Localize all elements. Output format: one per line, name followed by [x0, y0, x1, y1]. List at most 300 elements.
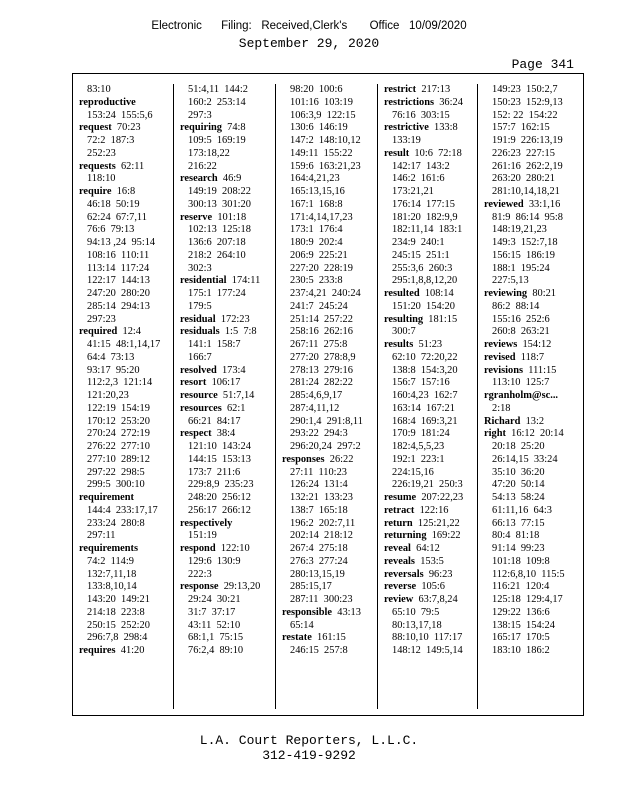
index-reference-line: [378, 479, 477, 492]
index-entry: [73, 97, 173, 110]
index-reference-line: [276, 428, 377, 441]
page-line-refs: 144:4 233:17,17: [87, 504, 158, 516]
page-line-refs: 112:6,8,10 115:5: [492, 568, 565, 580]
index-reference-line: [378, 620, 477, 633]
index-reference-line: [478, 135, 585, 148]
index-reference-line: [174, 250, 275, 263]
index-term: reveals: [384, 555, 415, 567]
index-entry: [174, 581, 275, 594]
index-entry: [478, 288, 585, 301]
index-reference-line: [276, 416, 377, 429]
index-reference-line: [174, 492, 275, 505]
page-line-refs: 170:12 253:20: [87, 415, 150, 427]
page-line-refs: 133:8: [434, 122, 458, 134]
index-entry: [478, 416, 585, 429]
page-line-refs: 296:7,8 298:4: [87, 632, 148, 644]
index-term: resulted: [384, 288, 420, 299]
index-reference-line: [73, 428, 173, 441]
index-reference-line: [174, 301, 275, 314]
index-term: residential: [180, 275, 227, 287]
page-line-refs: 297:23: [87, 313, 116, 325]
page-line-refs: 172:23: [220, 313, 250, 325]
index-reference-line: [73, 212, 173, 225]
index-reference-line: [478, 441, 585, 454]
index-reference-line: [276, 594, 377, 607]
page-line-refs: 267:11 275:8: [290, 339, 348, 350]
index-reference-line: [73, 505, 173, 518]
index-reference-line: [174, 441, 275, 454]
page-line-refs: 149:19 208:22: [188, 186, 251, 197]
index-term: required: [79, 326, 118, 338]
page-line-refs: 51:7,14: [222, 390, 255, 401]
index-reference-line: [276, 288, 377, 301]
index-reference-line: [478, 543, 585, 556]
page-line-refs: 1:5 7:8: [224, 326, 257, 338]
index-term: responses: [282, 453, 325, 465]
index-reference-line: [378, 212, 477, 225]
index-reference-line: [174, 620, 275, 633]
index-reference-line: [174, 110, 275, 123]
index-reference-line: [73, 377, 173, 390]
index-entry: [174, 275, 275, 288]
index-entry: [378, 556, 477, 569]
page-line-refs: 122:16: [419, 504, 449, 516]
index-reference-line: [478, 122, 585, 135]
footer-company: L.A. Court Reporters, L.L.C.: [199, 733, 419, 748]
index-reference-line: [478, 607, 585, 620]
page-line-refs: 51:4,11 144:2: [188, 84, 248, 95]
index-reference-line: [478, 569, 585, 582]
index-term: revisions: [484, 364, 524, 376]
page-line-refs: 214:18 223:8: [87, 606, 145, 618]
index-reference-line: [378, 250, 477, 263]
page-line-refs: 180:9 202:4: [290, 237, 343, 248]
page-line-refs: 74:8: [227, 122, 246, 134]
page-line-refs: 285:14 294:13: [87, 300, 150, 312]
index-reference-line: [478, 645, 585, 658]
index-reference-line: [174, 556, 275, 569]
page-line-refs: 170:9 181:24: [392, 428, 450, 440]
page-line-refs: 106:3,9 122:15: [290, 109, 356, 121]
page-line-refs: 192:1 223:1: [392, 453, 445, 465]
page-line-refs: 300:7: [392, 326, 416, 338]
index-term: resources: [180, 402, 222, 414]
index-reference-line: [276, 645, 377, 658]
index-term: residual: [180, 313, 216, 325]
index-reference-line: [378, 161, 477, 174]
index-entry: [276, 454, 377, 467]
index-reference-line: [276, 122, 377, 135]
index-reference-line: [378, 390, 477, 403]
index-term: respond: [180, 543, 216, 554]
page-line-refs: 96:23: [428, 568, 453, 580]
page-line-refs: 260:8 263:21: [492, 326, 550, 338]
page-line-refs: 247:20 280:20: [87, 288, 150, 299]
page-line-refs: 287:4,11,12: [290, 402, 340, 414]
index-entry: [378, 581, 477, 594]
index-entry: [478, 390, 585, 403]
page-line-refs: 281:24 282:22: [290, 377, 353, 389]
index-reference-line: [378, 365, 477, 378]
index-entry: [174, 212, 275, 225]
page-line-refs: 241:7 245:24: [290, 300, 348, 312]
index-term: require: [79, 186, 112, 197]
page-line-refs: 276:22 277:10: [87, 441, 150, 452]
page-line-refs: 156:7 157:16: [392, 377, 450, 389]
index-reference-line: [378, 186, 477, 199]
page-line-refs: 202:14 218:12: [290, 530, 353, 542]
index-term: resource: [180, 390, 218, 401]
index-term: response: [180, 581, 219, 593]
page-line-refs: 171:4,14,17,23: [290, 211, 353, 223]
page-line-refs: 105:6: [421, 581, 445, 593]
index-reference-line: [73, 569, 173, 582]
index-reference-line: [378, 199, 477, 212]
index-reference-line: [174, 84, 275, 97]
index-reference-line: [276, 250, 377, 263]
index-reference-line: [174, 224, 275, 237]
index-reference-line: [276, 390, 377, 403]
page-line-refs: 125:21,22: [417, 517, 460, 529]
index-term: resort: [180, 377, 207, 389]
index-reference-line: [378, 377, 477, 390]
index-term: Richard: [484, 415, 521, 427]
index-entry: [73, 645, 173, 658]
index-reference-line: [73, 237, 173, 250]
index-reference-line: [73, 390, 173, 403]
page-line-refs: 64:4 73:13: [87, 351, 135, 363]
page-line-refs: 63:7,8,24: [418, 594, 458, 605]
page-line-refs: 173:18,22: [188, 147, 230, 159]
index-term: right: [484, 428, 506, 440]
index-reference-line: [73, 148, 173, 161]
page-line-refs: 29:24 30:21: [188, 594, 241, 605]
page-line-refs: 300:13 301:20: [188, 198, 251, 210]
page-line-refs: 147:2 148:10,12: [290, 135, 361, 146]
index-reference-line: [378, 416, 477, 429]
page-line-refs: 151:19: [188, 530, 217, 542]
index-entry: [73, 122, 173, 135]
index-reference-line: [73, 199, 173, 212]
page-line-refs: 280:13,15,19: [290, 568, 345, 580]
page-line-refs: 149:3 152:7,18: [492, 237, 558, 248]
index-reference-line: [276, 403, 377, 416]
page-line-refs: 125:18 129:4,17: [492, 594, 563, 605]
page-line-refs: 133:8,10,14: [87, 581, 137, 593]
index-reference-line: [276, 84, 377, 97]
page-line-refs: 297:11: [87, 530, 116, 542]
index-reference-line: [478, 110, 585, 123]
index-term: reviewing: [484, 288, 528, 299]
page-line-refs: 80:13,17,18: [392, 619, 442, 631]
index-reference-line: [478, 479, 585, 492]
index-entry: [478, 365, 585, 378]
page-line-refs: 154:12: [522, 339, 552, 350]
page-line-refs: 234:9 240:1: [392, 237, 445, 248]
index-reference-line: [478, 556, 585, 569]
index-reference-line: [378, 441, 477, 454]
page-line-refs: 74:2 114:9: [87, 555, 134, 567]
page-line-refs: 36:24: [439, 96, 463, 108]
index-entry: [478, 428, 585, 441]
index-reference-line: [174, 352, 275, 365]
index-reference-line: [73, 632, 173, 645]
index-reference-line: [276, 518, 377, 531]
index-reference-line: [276, 212, 377, 225]
index-term: requests: [79, 160, 116, 172]
page-line-refs: 285:4,6,9,17: [290, 390, 343, 401]
page-line-refs: 141:1 158:7: [188, 339, 241, 350]
page-line-refs: 173:7 211:6: [188, 466, 241, 478]
index-reference-line: [276, 492, 377, 505]
index-reference-line: [73, 607, 173, 620]
index-entry: [378, 505, 477, 518]
page-line-refs: 164:4,21,23: [290, 173, 340, 185]
index-reference-line: [378, 428, 477, 441]
page-line-refs: 245:15 251:1: [392, 249, 450, 261]
index-reference-line: [73, 301, 173, 314]
index-reference-line: [276, 569, 377, 582]
index-reference-line: [378, 237, 477, 250]
page-line-refs: 13:2: [525, 415, 545, 427]
index-term: reverse: [384, 581, 417, 593]
index-reference-line: [73, 339, 173, 352]
index-reference-line: [478, 326, 585, 339]
index-entry: [378, 530, 477, 543]
index-term: reveal: [384, 543, 411, 554]
page-line-refs: 287:11 300:23: [290, 594, 353, 605]
page-line-refs: 66:13 77:15: [492, 517, 545, 529]
index-reference-line: [378, 224, 477, 237]
page-line-refs: 33:1,16: [528, 198, 561, 210]
index-reference-line: [73, 135, 173, 148]
page-line-refs: 41:15 48:1,14,17: [87, 339, 161, 350]
page-line-refs: 66:21 84:17: [188, 415, 241, 427]
index-term: results: [384, 339, 414, 350]
page-line-refs: 174:11: [231, 275, 261, 287]
page-line-refs: 10:6 72:18: [414, 147, 462, 159]
page-line-refs: 109:5 169:19: [188, 135, 246, 146]
page-line-refs: 93:17 95:20: [87, 364, 140, 376]
page-line-refs: 160:4,23 162:7: [392, 390, 458, 401]
page-line-refs: 54:13 58:24: [492, 492, 545, 503]
page-line-refs: 218:2 264:10: [188, 249, 246, 261]
page-line-refs: 182:4,5,5,23: [392, 441, 445, 452]
index-reference-line: [174, 339, 275, 352]
page-line-refs: 149:11 155:22: [290, 147, 353, 159]
index-reference-line: [73, 224, 173, 237]
index-entry: [378, 594, 477, 607]
page-line-refs: 61:11,16 64:3: [492, 504, 552, 516]
page-line-refs: 31:7 37:17: [188, 606, 236, 618]
index-reference-line: [478, 518, 585, 531]
index-reference-line: [378, 275, 477, 288]
page-line-refs: 181:20 182:9,9: [392, 211, 458, 223]
index-term: returning: [384, 530, 427, 542]
index-reference-line: [276, 479, 377, 492]
index-entry: [378, 97, 477, 110]
index-term: restrictions: [384, 96, 435, 108]
page-line-refs: 91:14 99:23: [492, 543, 545, 554]
index-term: reserve: [180, 211, 213, 223]
index-term: requires: [79, 645, 116, 656]
page-line-refs: 267:4 275:18: [290, 543, 348, 554]
page-line-refs: 41:20: [120, 645, 145, 656]
index-reference-line: [478, 212, 585, 225]
index-entry: [73, 492, 173, 505]
index-reference-line: [276, 581, 377, 594]
index-entry: [378, 543, 477, 556]
page-line-refs: 62:10 72:20,22: [392, 351, 458, 363]
index-reference-line: [174, 237, 275, 250]
index-reference-line: [276, 275, 377, 288]
page-line-refs: 227:5,13: [492, 275, 529, 287]
page-line-refs: 64:12: [416, 543, 440, 554]
page-line-refs: 224:15,16: [392, 466, 434, 478]
page-line-refs: 35:10 36:20: [492, 466, 545, 478]
index-reference-line: [478, 454, 585, 467]
page-line-refs: 106:17: [211, 377, 241, 389]
page-line-refs: 143:20 149:21: [87, 594, 150, 605]
page-line-refs: 168:4 169:3,21: [392, 415, 458, 427]
index-reference-line: [276, 237, 377, 250]
index-reference-line: [73, 467, 173, 480]
index-term: return: [384, 517, 413, 529]
page-line-refs: 270:24 272:19: [87, 428, 150, 440]
index-reference-line: [276, 224, 377, 237]
page-line-refs: 261:16 262:2,19: [492, 160, 563, 172]
index-reference-line: [276, 620, 377, 633]
page-line-refs: 16:12 20:14: [511, 428, 564, 440]
page-line-refs: 43:11 52:10: [188, 619, 241, 631]
index-reference-line: [174, 454, 275, 467]
page-line-refs: 226:23 227:15: [492, 147, 555, 159]
page-line-refs: 47:20 50:14: [492, 479, 545, 491]
index-term: respect: [180, 428, 212, 440]
page-line-refs: 163:14 167:21: [392, 402, 455, 414]
page-number: Page 341: [511, 57, 574, 72]
page-line-refs: 250:15 252:20: [87, 619, 150, 631]
page-line-refs: 26:22: [329, 453, 354, 465]
page-line-refs: 138:15 154:24: [492, 619, 555, 631]
page-line-refs: 146:2 161:6: [392, 173, 445, 185]
page-line-refs: 121:10 143:24: [188, 441, 251, 452]
index-term: rgranholm@sc...: [484, 390, 559, 401]
index-column: [276, 84, 378, 709]
page-line-refs: 160:2 253:14: [188, 96, 246, 108]
index-reference-line: [276, 326, 377, 339]
page-line-refs: 285:15,17: [290, 581, 332, 593]
index-reference-line: [378, 454, 477, 467]
index-reference-line: [73, 416, 173, 429]
page-line-refs: 293:22 294:3: [290, 428, 348, 440]
page-line-refs: 138:8 154:3,20: [392, 364, 458, 376]
index-reference-line: [73, 581, 173, 594]
page-line-refs: 38:4: [216, 428, 236, 440]
page-line-refs: 16:8: [116, 186, 136, 197]
page-line-refs: 173:21,21: [392, 186, 434, 197]
index-entry: [174, 173, 275, 186]
index-reference-line: [378, 467, 477, 480]
page-line-refs: 226:19,21 250:3: [392, 479, 463, 491]
index-reference-line: [478, 161, 585, 174]
index-term: retract: [384, 504, 415, 516]
index-reference-line: [478, 97, 585, 110]
index-reference-line: [478, 505, 585, 518]
index-entry: [174, 122, 275, 135]
page-line-refs: 122:19 154:19: [87, 402, 150, 414]
index-column: [478, 84, 585, 709]
index-reference-line: [276, 110, 377, 123]
index-reference-line: [73, 556, 173, 569]
page-line-refs: 155:16 252:6: [492, 313, 550, 325]
index-reference-line: [478, 530, 585, 543]
index-reference-line: [276, 505, 377, 518]
index-box: [72, 73, 584, 716]
index-entry: [378, 339, 477, 352]
index-reference-line: [276, 301, 377, 314]
index-column: [73, 84, 174, 709]
index-term: restrict: [384, 84, 417, 95]
page-line-refs: 230:5 233:8: [290, 275, 343, 287]
page-line-refs: 148:12 149:5,14: [392, 645, 463, 656]
index-reference-line: [174, 505, 275, 518]
page-line-refs: 116:21 120:4: [492, 581, 550, 593]
page-line-refs: 191:9 226:13,19: [492, 135, 563, 146]
index-entry: [478, 352, 585, 365]
index-reference-line: [276, 377, 377, 390]
index-reference-line: [478, 263, 585, 276]
page-line-refs: 256:17 266:12: [188, 504, 251, 516]
page-line-refs: 111:15: [528, 364, 557, 376]
index-column: [378, 84, 478, 709]
page-line-refs: 165:17 170:5: [492, 632, 550, 644]
index-reference-line: [276, 186, 377, 199]
index-reference-line: [174, 569, 275, 582]
page-line-refs: 153:5: [420, 555, 444, 567]
page-line-refs: 196:2 202:7,11: [290, 517, 356, 529]
index-entry: [478, 339, 585, 352]
index-reference-line: [276, 97, 377, 110]
page-line-refs: 43:13: [337, 606, 361, 618]
page-line-refs: 122:17 144:13: [87, 275, 150, 287]
index-entry: [378, 569, 477, 582]
index-reference-line: [276, 352, 377, 365]
page-line-refs: 138:7 165:18: [290, 504, 348, 516]
index-entry: [378, 492, 477, 505]
index-entry: [174, 428, 275, 441]
page-line-refs: 278:13 279:16: [290, 364, 353, 376]
page-line-refs: 144:15 153:13: [188, 453, 251, 465]
index-entry: [378, 122, 477, 135]
page-line-refs: 252:23: [87, 147, 116, 159]
page-line-refs: 51:23: [418, 339, 443, 350]
page-line-refs: 130:6 146:19: [290, 122, 348, 134]
index-term: requirement: [79, 492, 135, 503]
index-term: reviewed: [484, 198, 524, 210]
page-line-refs: 27:11 110:23: [290, 466, 347, 478]
index-reference-line: [174, 479, 275, 492]
index-term: research: [180, 173, 218, 185]
page-line-refs: 148:19,21,23: [492, 224, 547, 236]
page-line-refs: 295:1,8,8,12,20: [392, 275, 458, 287]
index-reference-line: [276, 441, 377, 454]
page-line-refs: 29:13,20: [223, 581, 261, 593]
index-reference-line: [73, 530, 173, 543]
index-reference-line: [73, 365, 173, 378]
index-term: reproductive: [79, 96, 136, 108]
index-reference-line: [276, 314, 377, 327]
